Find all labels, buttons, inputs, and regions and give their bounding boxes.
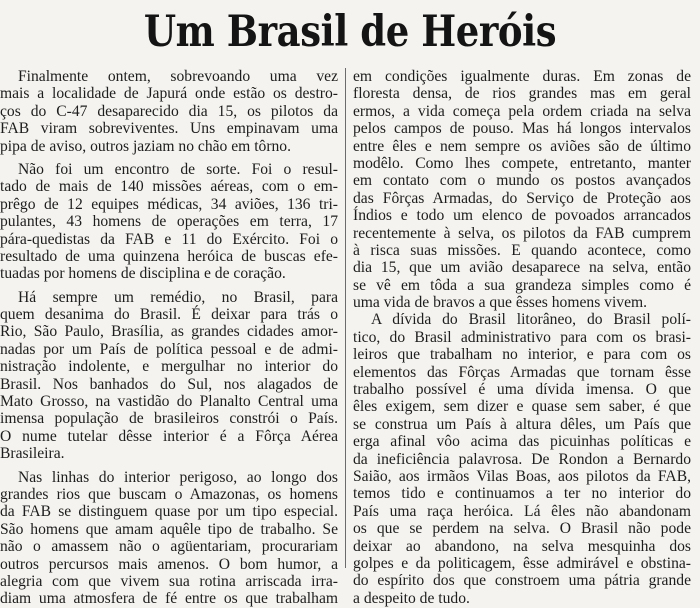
text-line: elementos das Fôrças Armadas que tornam êsse xyxy=(353,363,691,381)
text-line: prêgo de 12 equipes médicas, 34 aviões, 136 tri- xyxy=(0,195,338,213)
article-body xyxy=(0,68,700,608)
text-line: Há sempre um remédio, no Brasil, para xyxy=(18,288,338,306)
text-line: grandes rios que buscam o Amazonas, os homens xyxy=(0,485,338,503)
text-line: País uma raça heróica. Lá êles não abandonam xyxy=(353,502,691,520)
text-line: da FAB se distinguem quase por um tipo especial. xyxy=(0,503,338,521)
text-line: alegria com que vivem sua rotina arriscada irra- xyxy=(0,572,338,590)
text-line: Brasil. Nos banhados do Sul, nos alagados de xyxy=(0,375,338,393)
text-line: leiros que trabalham no interior, e para com os xyxy=(353,346,691,364)
text-line: pipa de aviso, outros jaziam no chão em tôrno. xyxy=(0,137,292,155)
text-line: recentemente à selva, os pilotos da FAB cumprem xyxy=(353,224,691,242)
text-line: da ineficiência palavrosa. De Rondon a Bernardo xyxy=(353,450,691,468)
text-line: erga afinal vôo acima das picuinhas políticas e xyxy=(353,433,691,451)
text-line: pulantes, 43 homens de operações em terra, 17 xyxy=(0,213,338,231)
text-line: quem desanima do Brasil. É deixar para trás o xyxy=(0,306,338,324)
text-line: entre êles e nem sempre os aviões são de último xyxy=(353,137,691,155)
text-line: pelos campos de pouso. Mas há longos intervalos xyxy=(353,120,691,138)
text-line: outros percursos mais amenos. O bom humor, a xyxy=(0,555,338,573)
text-line: se vê em tôda a sua grandeza simples como é xyxy=(353,276,691,294)
text-line: uma vida de bravos a que êsses homens vivem. xyxy=(353,294,648,312)
text-line: O nume tutelar dêsse interior é a Fôrça Aérea xyxy=(0,427,338,445)
text-line: se construa um País à altura dêles, um País que xyxy=(353,415,691,433)
text-line: ços do C-47 desaparecido dia 15, os pilotos da xyxy=(0,102,338,120)
text-line: Finalmente ontem, sobrevoando uma vez xyxy=(18,68,338,85)
text-line: resultado de uma quinzena heróica de buscas efe- xyxy=(0,247,338,265)
text-line: pára-quedistas da FAB e 11 do Exército. Foi o xyxy=(0,230,338,248)
text-line: Não foi um encontro de sorte. Foi o resul- xyxy=(18,160,338,178)
text-line: em condições igualmente duras. Em zonas de xyxy=(353,68,691,85)
text-line: golpes e da politicagem, êsse admirável e obstina- xyxy=(353,554,691,572)
article-headline: Um Brasil de Heróis xyxy=(143,7,557,57)
text-line: à risca suas missões. E quando acontece, como xyxy=(353,241,691,259)
text-line: imensa população de brasileiros constrói o País. xyxy=(0,410,338,428)
text-line: os que se perdem na selva. O Brasil não pode xyxy=(353,520,691,538)
text-line: Nas linhas do interior perigoso, ao longo dos xyxy=(18,468,338,486)
text-line: em contato com o mundo os postos avançados xyxy=(353,172,691,190)
text-line: A dívida do Brasil litorâneo, do Brasil polí- xyxy=(371,311,691,329)
text-line: Brasileira. xyxy=(0,445,65,463)
text-line: tico, do Brasil administrativo para com os brasi- xyxy=(353,328,691,346)
text-line: trabalho possível é uma dívida imensa. O que xyxy=(353,381,691,399)
text-line: deixar ao abandono, na selva mesquinha dos xyxy=(353,537,691,555)
text-line: ermos, a vida começa pela ordem criada na selva xyxy=(353,102,691,120)
text-line: das Fôrças Armadas, do Serviço de Proteção aos xyxy=(353,189,691,207)
text-line: diam uma atmosfera de fé entre os que trabalham xyxy=(0,590,338,608)
text-line: não o amassem não o agüentariam, procurariam xyxy=(0,538,338,556)
text-line: FAB viram sobreviventes. Uns empinavam uma xyxy=(0,120,338,138)
text-line: São homens que amam aquêle tipo de trabalho. Se xyxy=(0,520,338,538)
text-line: Índios e todo um elenco de povoados arrancados xyxy=(353,207,691,225)
text-line: êles exigem, sem dizer e quase sem saber, é que xyxy=(353,398,691,416)
text-line: temos tido e continuamos a ter no interior do xyxy=(353,485,691,503)
text-line: modêlo. Como lhes compete, entretanto, manter xyxy=(353,154,691,172)
text-line: a despeito de tudo. xyxy=(353,589,470,607)
text-line: Mato Grosso, na vastidão do Planalto Central uma xyxy=(0,393,338,411)
left-column xyxy=(0,68,338,608)
right-column xyxy=(353,68,691,607)
text-line: do espírito dos que constroem uma pátria grande xyxy=(353,572,691,590)
text-line: Saião, aos irmãos Vilas Boas, aos pilotos da FAB, xyxy=(353,467,691,485)
text-line: mais a localidade de Japurá onde estão os destro- xyxy=(0,85,338,103)
text-line: tuadas por homens de disciplina e de coração. xyxy=(0,265,286,283)
text-line: nadas por um País de política pessoal e de admi- xyxy=(0,340,338,358)
text-line: tado de mais de 140 missões aéreas, com o em- xyxy=(0,178,338,196)
column-divider xyxy=(345,68,346,568)
text-line: Rio, São Paulo, Brasília, as grandes cidades amor- xyxy=(0,323,338,341)
text-line: floresta densa, de rios grandes mas em geral xyxy=(353,85,691,103)
text-line: nistração indolente, e mergulhar no interior do xyxy=(0,358,338,376)
text-line: dia 15, que um avião desaparece na selva, então xyxy=(353,259,691,277)
